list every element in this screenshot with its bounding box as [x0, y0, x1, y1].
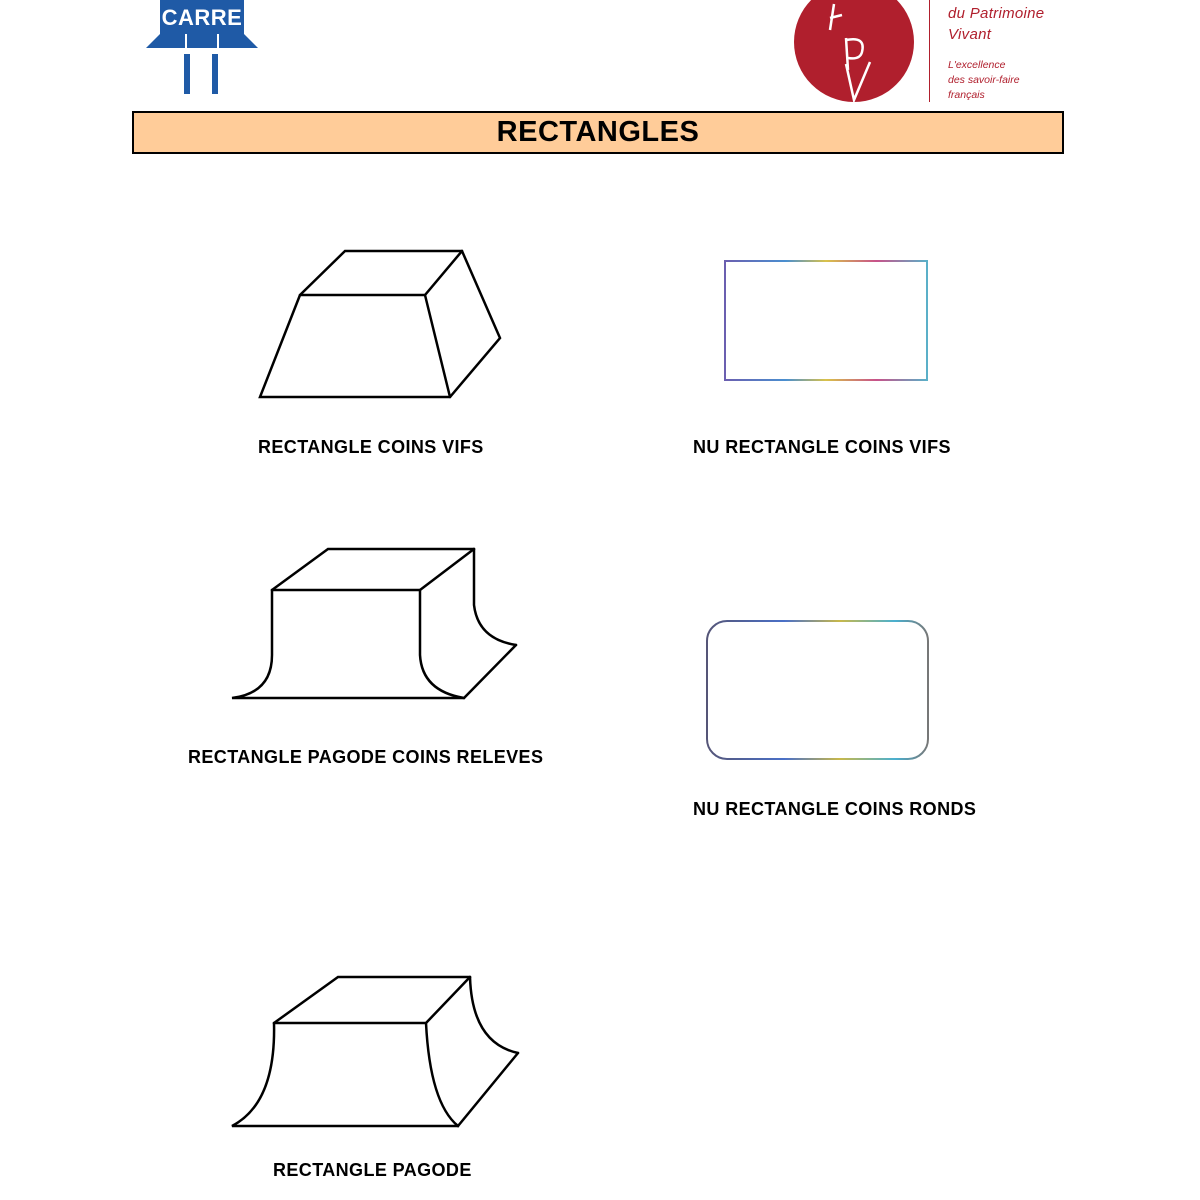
epv-name-line1: du Patrimoine: [948, 5, 1045, 22]
epv-divider: [929, 0, 930, 102]
epv-name-line2: Vivant: [948, 26, 992, 43]
epv-tagline-1: L'excellence: [948, 59, 1006, 71]
epv-logo: [790, 0, 920, 105]
rectangle-pagode-drawing: [228, 973, 523, 1133]
carre-logo-text: CARRE: [161, 5, 243, 30]
nu-rectangle-coins-vifs-drawing: [720, 256, 932, 386]
caption-rectangle-pagode-coins-releves: RECTANGLE PAGODE COINS RELEVES: [188, 747, 544, 767]
caption-rectangle-coins-vifs: RECTANGLE COINS VIFS: [258, 437, 484, 457]
epv-tagline-3: français: [948, 89, 985, 101]
caption-nu-rectangle-coins-ronds: NU RECTANGLE COINS RONDS: [693, 799, 977, 819]
epv-tagline-2: des savoir-faire: [948, 74, 1020, 86]
nu-rectangle-coins-ronds-drawing: [702, 616, 934, 766]
caption-nu-rectangle-coins-vifs: NU RECTANGLE COINS VIFS: [693, 437, 951, 457]
page-title: RECTANGLES: [496, 116, 700, 148]
rectangle-coins-vifs-drawing: [255, 245, 505, 405]
title-bar: [132, 111, 1064, 154]
rectangle-pagode-coins-releves-drawing: [228, 545, 523, 705]
caption-rectangle-pagode: RECTANGLE PAGODE: [273, 1160, 472, 1180]
